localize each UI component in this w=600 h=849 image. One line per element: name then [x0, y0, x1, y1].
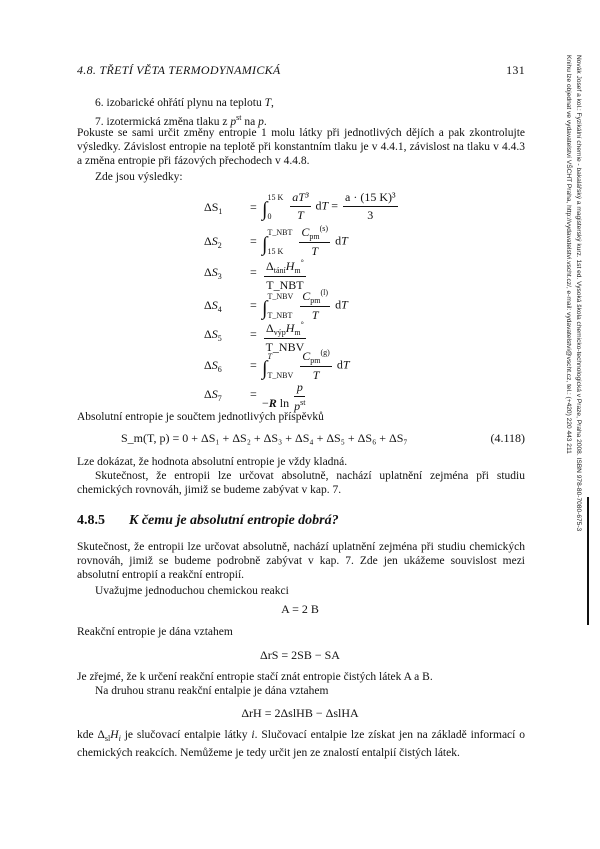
equation-delta-s7: $\Delta S_7$ = −R ln $\frac{p}{p^{st}}$	[204, 380, 306, 413]
side-note-line-2: Knihu lze objednat ve vydavatelství VŠCHT Praha, http://vydavatelstvi.vscht.cz/, e-mail: vydavatelstvi@vscht.cz, tel.: (+420) 220 443 211	[565, 55, 572, 454]
paragraph-usage: Skutečnost, že entropii lze určovat absolutně, nachází uplatnění zejména při studiu chemických rovnováh, jimiž se budeme zabývat v kap. 7.	[77, 470, 525, 497]
page-number: 131	[506, 63, 525, 77]
paragraph-absolute-entropy: Absolutní entropie je součtem jednotlivých příspěvků	[77, 411, 324, 423]
list-item-7: 7. izotermická změna tlaku z $p^{st}$ na p.	[95, 113, 267, 128]
section-heading	[77, 513, 339, 529]
paragraph-instructions: Pokuste se sami určit změny entropie 1 molu látky při jednotlivých dějích a pak zkontrolujte výsledky. Závislost entropie na teplotě při konstantním tlaku je v 4.4.1, závislost na tlaku v 4.4.3 a změna entropie při fázových přechodech v 4.4.8.	[77, 127, 525, 168]
section-title: K čemu je absolutní entropie dobrá?	[129, 513, 339, 528]
paragraph-reaction-intro: Uvažujme jednoduchou chemickou reakci	[95, 585, 289, 597]
equation-delta-s1: $\Delta S_1$ = ∫ 15 K 0 $\frac{\text{aT³}}{T}$ dT = $\frac{\text{a · (15 K)³}}{3}$	[204, 190, 396, 222]
paragraph-results-intro: Zde jsou výsledky:	[95, 171, 183, 183]
equation-reaction-entropy: ΔrS = 2SB − SA	[260, 648, 340, 662]
paragraph-reaction-entropy: Reakční entropie je dána vztahem	[77, 626, 233, 638]
paragraph-always-positive: Lze dokázat, že hodnota absolutní entropie je vždy kladná.	[77, 456, 348, 468]
equation-delta-s6: $\Delta S_6$ = ∫ T T_NBV $\frac{C_{pm}^{(g)}}{T}$ dT	[204, 348, 350, 382]
side-note-line-1: Novák Josef a kol.: Fyzikální chemie - bakalářský a magisterský kurz. 1st ed. Vysoká škola chemicko-technologická v Praze, Praha 2008. ISBN 978-80-7080-675-3	[575, 55, 582, 532]
equation-delta-s4: $\Delta S_4$ = ∫ T_NBV T_NBT $\frac{C_{pm}^{(l)}}{T}$ dT	[204, 288, 348, 322]
paragraph-formation-enthalpy: kde $\Delta_{sl}H_i$ je slučovací entalpie látky i. Slučovací entalpie lze získat jen na základě informací o chemických reakcích. Nemůžeme je tedy určit jen ze znalostí entalpií čistých látek.	[77, 729, 525, 760]
equation-delta-s2: $\Delta S_2$ = ∫ T_NBT 15 K $\frac{C_{pm}^{(s)}}{T}$ dT	[204, 224, 348, 258]
equation-delta-s3: $\Delta S_3$ = $\frac{\Delta_{tání}H_m^\circ}{\text{T\_NBT}}$	[204, 258, 304, 292]
paragraph-pure-substances: Je zřejmé, že k určení reakční entropie stačí znát entropie čistých látek A a B.	[77, 671, 433, 683]
equation-4-118: S_m(T, p) = 0 + ΔS₁ + ΔS₂ + ΔS₃ + ΔS₄ + ΔS₅ + ΔS₆ + ΔS₇ (4.118)	[121, 431, 525, 445]
equation-reaction-enthalpy: ΔrH = 2ΔslHB − ΔslHA	[241, 706, 359, 720]
section-number: 4.8.5	[77, 513, 105, 528]
equation-delta-s5: $\Delta S_5$ = $\frac{\Delta_{výp}H_m^\circ}{\text{T\_NBV}}$	[204, 320, 305, 354]
equation-number: (4.118)	[490, 431, 525, 445]
equation-reaction: A = 2 B	[281, 602, 319, 616]
list-item-6: 6. izobarické ohřátí plynu na teplotu T,	[95, 97, 274, 109]
running-header	[77, 63, 525, 78]
paragraph-enthalpy-intro: Na druhou stranu reakční entalpie je dána vztahem	[95, 685, 329, 697]
chapter-title: 4.8. TŘETÍ VĚTA TERMODYNAMICKÁ	[77, 63, 281, 77]
paragraph-section-intro: Skutečnost, že entropii lze určovat absolutně, nachází uplatnění zejména při studiu chemických rovnováh, jimiž se budeme podrobně zabývat v kap. 7. Zde jen ukážeme souvislost mezi absolutní entropií a reakční entropií.	[77, 541, 525, 582]
